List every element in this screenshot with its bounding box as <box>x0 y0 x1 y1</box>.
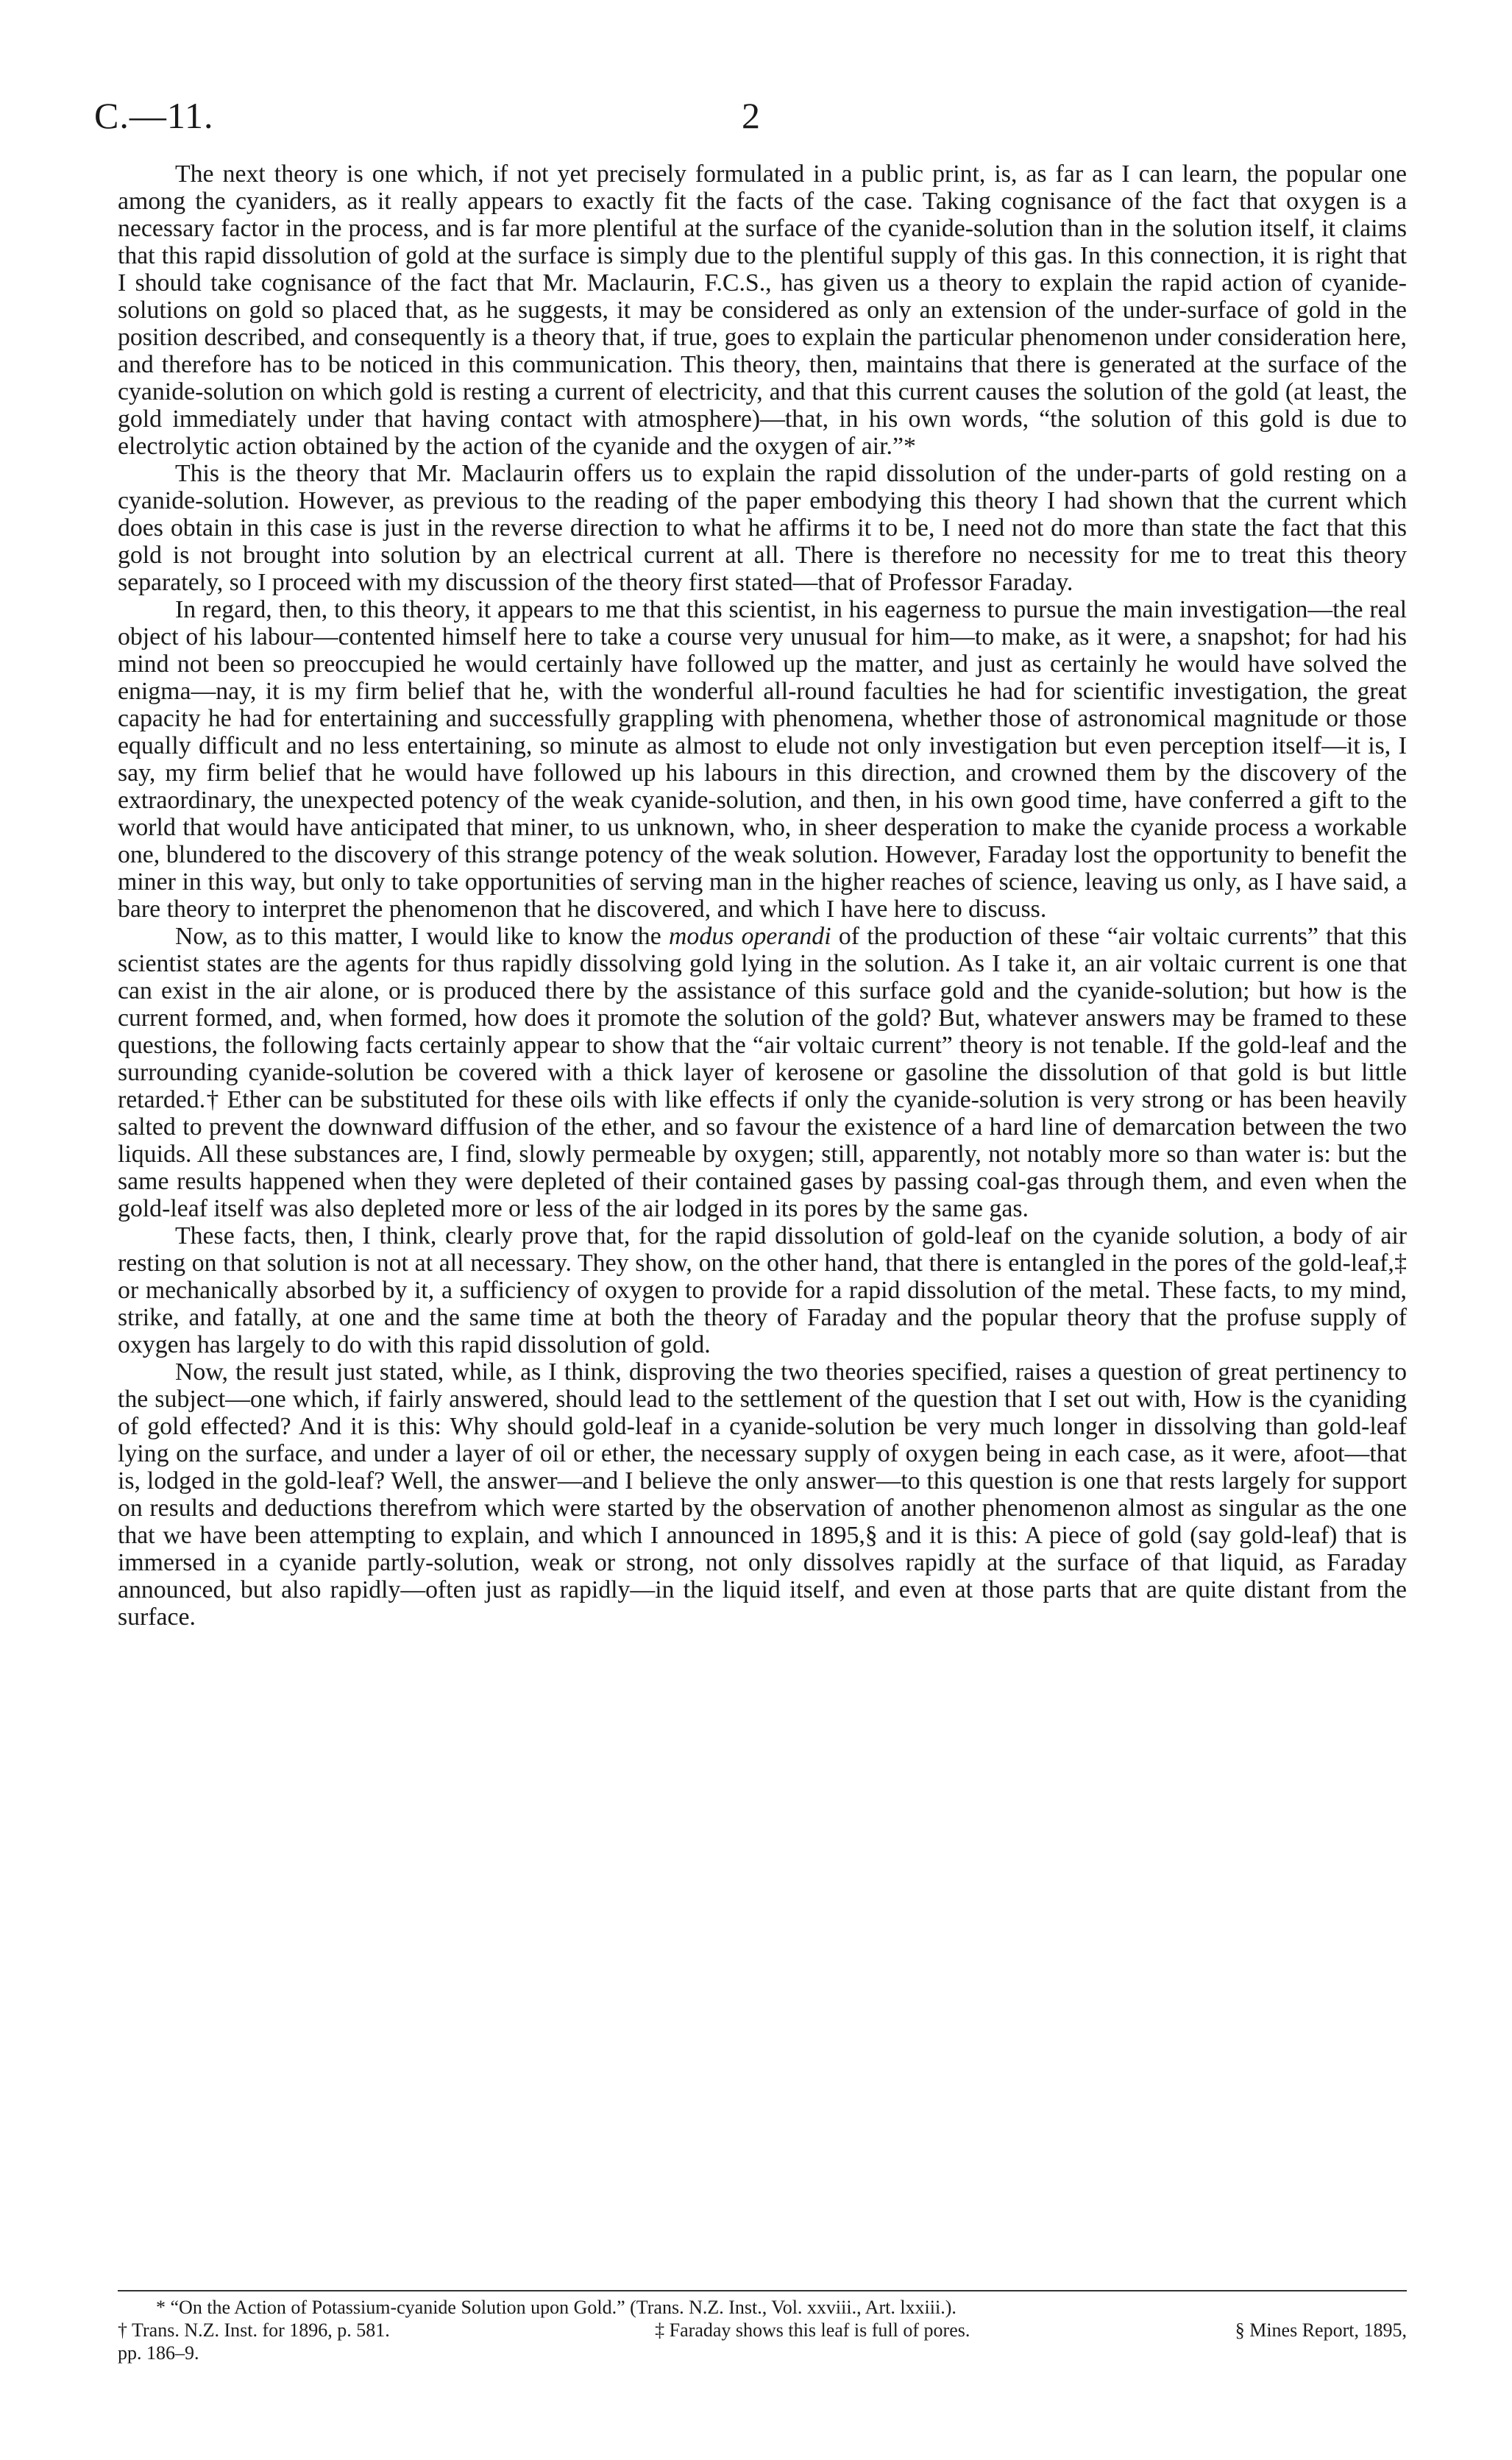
footnote-row <box>118 2319 1407 2342</box>
paragraph: These facts, then, I think, clearly prove that, for the rapid dissolution of gold-leaf on the cyanide solution, a body of air resting on that solution is not at all necessary. They show, on the other hand, that there is entangled in the pores of the gold-leaf,‡ or mechanically absorbed by it, a sufficiency of oxygen to provide for a rapid dissolution of the metal. These facts, to my mind, strike, and fatally, at one and the same time at both the theory of Faraday and the popular theory that the profuse supply of oxygen has largely to do with this rapid dissolution of gold. <box>118 1222 1407 1358</box>
italic-phrase: modus operandi <box>669 923 831 950</box>
paragraph-text: Now, as to this matter, I would like to know the <box>175 923 670 950</box>
paragraph: In regard, then, to this theory, it appears to me that this scientist, in his eagerness to pursue the main investigation—the real object of his labour—contented himself here to take a course very unusual for him—to make, as it were, a snapshot; for had his mind not been so preoccupied he would certainly have followed up the matter, and just as certainly he would have solved the enigma—nay, it is my firm belief that he, with the wonderful all-round faculties he had for scientific investigation, the great capacity he had for entertaining and successfully grappling with phenomena, whether those of astronomical magnitude or those equally difficult and no less entertaining, so minute as almost to elude not only investigation but even perception itself—it is, I say, my firm belief that he would have followed up his labours in this direction, and crowned them by the discovery of the extraordinary, the unexpected potency of the weak cyanide-solution, and then, in his own good time, have conferred a gift to the world that would have anticipated that miner, to us unknown, who, in sheer desperation to make the cyanide process a workable one, blundered to the discovery of this strange potency of the weak solution. However, Faraday lost the opportunity to benefit the miner in this way, but only to take opportunities of serving man in the higher reaches of science, leaving us only, as I have said, a bare theory to interpret the phenomenon that he discovered, and which I have here to discuss. <box>118 596 1407 923</box>
footnote: ‡ Faraday shows this leaf is full of pores. <box>655 2319 970 2341</box>
paragraph: Now, the result just stated, while, as I think, disproving the two theories specified, raises a question of great pertinency to the subject—one which, if fairly answered, should lead to the settlement of the question that I set out with, How is the cyaniding of gold effected? And it is this: Why should gold-leaf in a cyanide-solution be very much longer in dissolving than gold-leaf lying on the surface, and under a layer of oil or ether, the necessary supply of oxygen being in each case, as it were, afoot—that is, lodged in the gold-leaf? Well, the answer—and I believe the only answer—to this question is one that rests largely for support on results and deductions therefrom which were started by the observation of another phenomenon almost as singular as the one that we have been attempting to explain, and which I announced in 1895,§ and it is this: A piece of gold (say gold-leaf) that is immersed in a cyanide partly-solution, weak or strong, not only dissolves rapidly at the surface of that liquid, as Faraday announced, but also rapidly—often just as rapidly—in the liquid itself, and even at those parts that are quite distant from the surface. <box>118 1358 1407 1631</box>
page-header <box>0 94 1512 138</box>
paragraph-text: of the production of these “air voltaic currents” that this scientist states are the agents for thus rapidly dissolving gold lying in the solution. As I take it, an air voltaic current is one that can exist in the air alone, or is produced there by the assistance of this surface gold and the cyanide-solution; but how is the current formed, and, when formed, how does it promote the solution of the gold? But, whatever answers may be framed to these questions, the following facts certainly appear to show that the “air voltaic current” theory is not tenable. If the gold-leaf and the surrounding cyanide-solution be covered with a thick layer of kerosene or gasoline the dissolution of that gold is but little retarded.† Ether can be substituted for these oils with like effects if only the cyanide-solution is very strong or has been heavily salted to prevent the downward diffusion of the ether, and so favour the existence of a hard line of demarcation between the two liquids. All these substances are, I find, slowly permeable by oxygen; still, apparently, not notably more so than water is: but the same results happened when they were depleted of their contained gases by passing coal-gas through them, and even when the gold-leaf itself was also depleted more or less of the air lodged in its pores by the same gas. <box>118 923 1407 1222</box>
paragraph: This is the theory that Mr. Maclaurin offers us to explain the rapid dissolution of the under-parts of gold resting on a cyanide-solution. However, as previous to the reading of the paper embodying this theory I had shown that the current which does obtain in this case is just in the reverse direction to what he affirms it to be, I need not do more than state the fact that this gold is not brought into solution by an electrical current at all. There is therefore no necessity for me to treat this theory separately, so I proceed with my discussion of the theory first stated—that of Professor Faraday. <box>118 460 1407 596</box>
paragraph <box>118 923 1407 1222</box>
paragraph: The next theory is one which, if not yet precisely formulated in a public print, is, as far as I can learn, the popular one among the cyaniders, as it really appears to exactly fit the facts of the case. Taking cognisance of the fact that oxygen is a necessary factor in the process, and is far more plentiful at the surface of the cyanide-solution than in the solution itself, it claims that this rapid dissolution of gold at the surface is simply due to the plentiful supply of this gas. In this connection, it is right that I should take cognisance of the fact that Mr. Maclaurin, F.C.S., has given us a theory to explain the rapid action of cyanide-solutions on gold so placed that, as he suggests, it may be considered as only an extension of the under-surface of gold in the position described, and consequently is a theory that, if true, goes to explain the particular phenomenon under consideration here, and therefore has to be noticed in this communication. This theory, then, maintains that there is generated at the surface of the cyanide-solution on which gold is resting a current of electricity, and that this current causes the solution of the gold (at least, the gold immediately under that having contact with atmosphere)—that, in his own words, “the solution of this gold is due to electrolytic action obtained by the action of the cyanide and the oxygen of air.”* <box>118 160 1407 460</box>
body-text <box>118 160 1407 1631</box>
footnotes <box>118 2296 1407 2364</box>
footnote: † Trans. N.Z. Inst. for 1896, p. 581. <box>118 2319 390 2341</box>
footnote-continuation: pp. 186–9. <box>118 2342 199 2364</box>
footnote: * “On the Action of Potassium-cyanide Solution upon Gold.” (Trans. N.Z. Inst., Vol. xxviii., Art. lxxiii.). <box>156 2297 956 2318</box>
footnote: § Mines Report, 1895, <box>1235 2319 1407 2341</box>
page-number: 2 <box>742 95 760 136</box>
footnote-divider <box>118 2290 1407 2291</box>
document-id: C.—11. <box>94 95 214 136</box>
